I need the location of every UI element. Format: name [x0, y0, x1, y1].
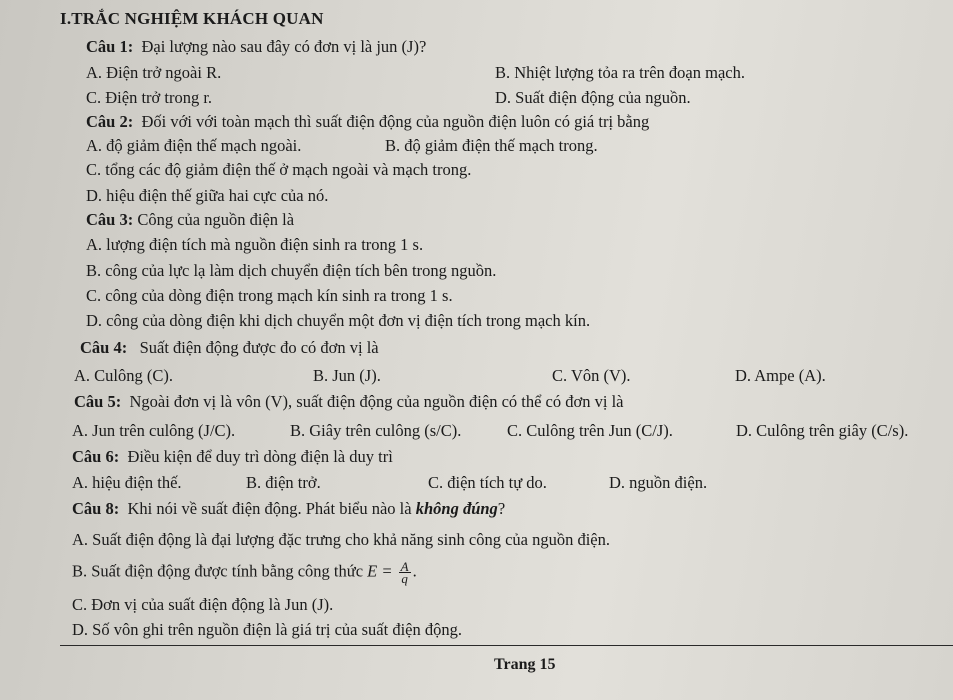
question-4-option-c: C. Vôn (V).: [552, 366, 631, 385]
question-6-option-c: C. điện tích tự do.: [428, 473, 547, 492]
question-label: Câu 4:: [80, 338, 128, 357]
formula-fraction: [399, 561, 411, 584]
question-6-option-b: B. điện trở.: [246, 473, 321, 492]
question-2-option-d: D. hiệu điện thế giữa hai cực của nó.: [86, 186, 329, 205]
question-1-option-d: D. Suất điện động của nguồn.: [495, 88, 691, 107]
question-3-option-c: C. công của dòng điện trong mạch kín sinh ra trong 1 s.: [86, 286, 453, 305]
question-4-option-a: A. Culông (C).: [74, 366, 173, 385]
question-label: Câu 3:: [86, 210, 134, 229]
question-8-option-b: [72, 561, 417, 584]
question-4-stem: [80, 338, 379, 358]
question-label: Câu 2:: [86, 112, 134, 131]
question-5-option-d: D. Culông trên giây (C/s).: [736, 421, 909, 440]
question-label: Câu 6:: [72, 447, 120, 466]
question-8-option-c: C. Đơn vị của suất điện động là Jun (J).: [72, 595, 334, 614]
question-2-option-c: C. tổng các độ giảm điện thế ở mạch ngoài và mạch trong.: [86, 160, 472, 179]
question-label: Câu 1:: [86, 37, 134, 56]
question-8-option-d: D. Số vôn ghi trên nguồn điện là giá trị của suất điện động.: [72, 620, 462, 639]
formula-numerator: A: [400, 559, 409, 574]
question-6-option-d: D. nguồn điện.: [609, 473, 708, 492]
option-end: .: [412, 561, 417, 581]
question-2-option-b: B. độ giảm điện thế mạch trong.: [385, 136, 598, 155]
page-number: Trang 15: [494, 656, 556, 673]
question-text: Đại lượng nào sau đây có đơn vị là jun (J)?: [141, 37, 427, 56]
question-text: Điều kiện để duy trì dòng điện là duy trì: [127, 447, 393, 466]
question-3-option-d: D. công của dòng điện khi dịch chuyển một đơn vị điện tích trong mạch kín.: [86, 311, 591, 330]
question-text: Ngoài đơn vị là vôn (V), suất điện động của nguồn điện có thể có đơn vị là: [129, 392, 624, 411]
question-label: Câu 5:: [74, 392, 122, 411]
question-5-stem: [74, 392, 623, 412]
question-emphasis: không đúng: [415, 499, 498, 518]
question-4-option-d: D. Ampe (A).: [735, 366, 826, 385]
formula-denominator: q: [401, 571, 408, 586]
question-3-option-b: B. công của lực lạ làm dịch chuyển điện tích bên trong nguồn.: [86, 261, 497, 280]
question-6-stem: [72, 447, 393, 467]
question-3-option-a: A. lượng điện tích mà nguồn điện sinh ra trong 1 s.: [86, 235, 424, 254]
question-6-option-a: A. hiệu điện thế.: [72, 473, 182, 492]
question-8-stem: [72, 499, 505, 519]
question-8-option-a: A. Suất điện động là đại lượng đặc trưng cho khả năng sinh công của nguồn điện.: [72, 530, 610, 549]
question-text: Suất điện động được đo có đơn vị là: [139, 338, 379, 357]
question-5-option-a: A. Jun trên culông (J/C).: [72, 421, 236, 440]
question-2-stem: [86, 112, 649, 132]
question-1-stem: [86, 37, 426, 57]
question-3-stem: [86, 210, 294, 230]
question-end: ?: [497, 499, 506, 518]
question-4-option-b: B. Jun (J).: [313, 366, 381, 385]
option-text: B. Suất điện động được tính bằng công thức: [72, 561, 364, 581]
question-5-option-b: B. Giây trên culông (s/C).: [290, 421, 462, 440]
question-1-option-b: B. Nhiệt lượng tỏa ra trên đoạn mạch.: [495, 63, 745, 82]
question-2-option-a: A. độ giảm điện thế mạch ngoài.: [86, 136, 302, 155]
section-title: I.TRẮC NGHIỆM KHÁCH QUAN: [60, 9, 324, 28]
question-1-option-c: C. Điện trở trong r.: [86, 88, 213, 107]
formula-lhs: E =: [367, 561, 393, 581]
question-label: Câu 8:: [72, 499, 120, 518]
page-divider: [60, 645, 953, 646]
question-5-option-c: C. Culông trên Jun (C/J).: [507, 421, 673, 440]
question-text: Công của nguồn điện là: [137, 210, 295, 229]
question-text: Khi nói về suất điện động. Phát biểu nào là: [127, 499, 412, 518]
question-text: Đối với với toàn mạch thì suất điện động của nguồn điện luôn có giá trị bằng: [141, 112, 650, 131]
question-1-option-a: A. Điện trở ngoài R.: [86, 63, 222, 82]
